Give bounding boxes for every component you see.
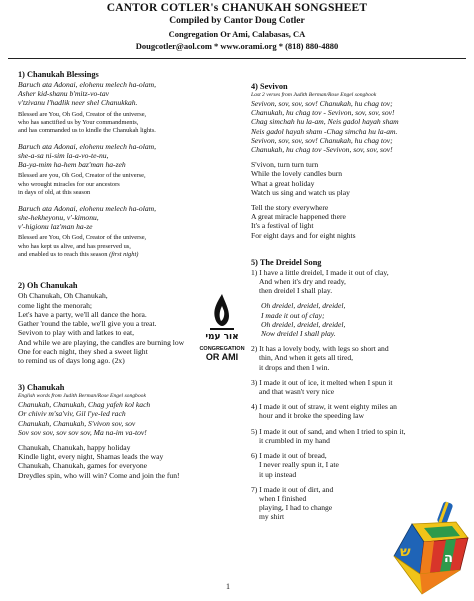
svg-text:ש: ש xyxy=(400,544,411,560)
dreidel-illustration-icon xyxy=(372,498,472,596)
section-heading: 4) Sevivon xyxy=(251,82,288,91)
logo-line2: OR AMI xyxy=(205,352,239,362)
left-column xyxy=(18,70,239,480)
congregation-logo xyxy=(196,292,248,362)
dreidel-verse5: 5) I made it out of sand, and when I tried to spin it, it crumbled in my hand xyxy=(251,426,406,445)
section-heading: 1) Chanukah Blessings xyxy=(18,70,99,79)
logo-line1: CONGREGATION xyxy=(199,346,245,352)
blessing-english-3: Blessed are You, Oh God, Creator of the universe, who has kept us alive, and has preserved us, and enabled us to reach this season (first night) xyxy=(18,234,147,259)
lyrics-sevivon-verse3: Tell the story everywhere A great miracle happened there It's a festival of light For eight days and for eight nights xyxy=(251,203,356,240)
blessing-english-2: Blessed are you, Oh God, Creator of the universe, who wrought miracles for our ancestors in days of old, at this season xyxy=(18,172,146,197)
lyrics-sevivon-hebrew: Sevivon, sov, sov, sov! Chanukah, hu chag tov; Chanukah, hu chag tov - Sevivon, sov, sov, sov! Chag simchah hu la-am, Neis gadol hayah sham Neis gadol hayah sham -Chag simcha hu la-am. Sevivon, sov, sov, sov! Chanukah, hu chag tov; Chanukah, hu chag tov -Sevivon, sov, sov, sov! xyxy=(251,99,399,155)
header-rule xyxy=(8,58,466,59)
contact-line: Dougcotler@aol.com * www.orami.org * (818) 880-4880 xyxy=(135,41,339,51)
right-column xyxy=(251,82,469,522)
section-heading: 5) The Dreidel Song xyxy=(251,257,322,267)
page-title: CANTOR COTLER's CHANUKAH SONGSHEET xyxy=(106,2,368,14)
flame-icon xyxy=(196,292,248,342)
dreidel-verse1: 1) I have a little dreidel, I made it out of clay, And when it's dry and ready, then dreidel I shall play. xyxy=(251,267,389,296)
section-heading: 3) Chanukah xyxy=(18,383,65,393)
dreidel-verse7: 7) I made it out of dirt, and when I finished playing, I had to change my shirt xyxy=(251,484,334,522)
svg-text:אור עמי: אור עמי xyxy=(205,332,239,342)
dreidel-verse4: 4) I made it out of straw, it went eighty miles an hour and it broke the speeding law xyxy=(251,402,397,421)
blessing-english-1: Blessed are You, Oh God, Creator of the universe, who has sanctified us by Your commandments, and has commanded us to kindle the Chanukah lights. xyxy=(18,110,156,135)
lyrics-chanukah-english: Chanukah, Chanukah, happy holiday Kindle light, every night, Shamas leads the way Chanukah, Chanukah, games for everyone Dreydles spin, who will win? Come and join the fun! xyxy=(18,442,180,480)
source-note: English words from Judith Berman/Rose Engel songbook xyxy=(18,393,146,400)
compiled-by: Compiled by Cantor Doug Cotler xyxy=(169,16,305,26)
dreidel-verse2: 2) It has a lovely body, with legs so short and thin, And when it gets all tired, it drops and then I win. xyxy=(251,344,389,372)
lyrics-chanukah-hebrew: Chanukah, Chanukah, Chag yafeh kol kach Or chiviv m'sa'viv, Gil l'ye-led rach Chanukah, Chanukah, S'vivon sov, sov Sov sov sov, sov sov sov, Ma na-im va-tov! xyxy=(18,400,151,437)
blessing-hebrew-3: Baruch ata Adonai, elohenu melech ha-olam, she-hekheyonu, v'-kimonu, v'-higionu laz'man ha-ze xyxy=(18,203,156,232)
congregation-line: Congregation Or Ami, Calabasas, CA xyxy=(168,29,306,39)
svg-text:ה: ה xyxy=(444,551,453,566)
blessing-hebrew-2: Baruch ata Adonai, elohenu melech ha-olam, she-a-sa ni-sim la-a-vo-te-nu, Ba-ya-mim ha-hem baz'man ha-zeh xyxy=(18,141,156,170)
lyrics-sevivon-verse2: S'vivon, turn turn turn While the lovely candles burn What a great holiday Watch us sing and watch us play xyxy=(251,160,350,197)
dreidel-verse3: 3) I made it out of ice, it melted when I spun it and that wasn't very nice xyxy=(251,377,393,397)
source-note: Last 2 verses from Judith Berman/Rose Engel songbook xyxy=(251,92,377,98)
dreidel-verse6: 6) I made it out of bread, I never really spun it, I ate it up instead xyxy=(251,451,339,479)
lyrics-oh-chanukah: Oh Chanukah, Oh Chanukah, come light the menorah; Let's have a party, we'll all dance the hora. Gather 'round the table, we'll give you a treat. Sevivon to play with and latkes to eat, And while we are playing, the candles are burning low One for each night, they shed a sweet light to remind us of days long ago. (2x) xyxy=(18,291,185,365)
dreidel-chorus: Oh dreidel, dreidel, dreidel, I made it out of clay; Oh dreidel, dreidel, dreidel, Now dreidel I shall play. xyxy=(261,301,346,339)
blessing-hebrew-1: Baruch ata Adonai, elohenu melech ha-olam, Asher kid-shanu b'mitz-vo-tav v'tzivanu l'hadlik neer shel Chanukkah. xyxy=(18,80,156,108)
page-number: 1 xyxy=(226,582,230,591)
section-heading: 2) Oh Chanukah xyxy=(18,281,78,291)
